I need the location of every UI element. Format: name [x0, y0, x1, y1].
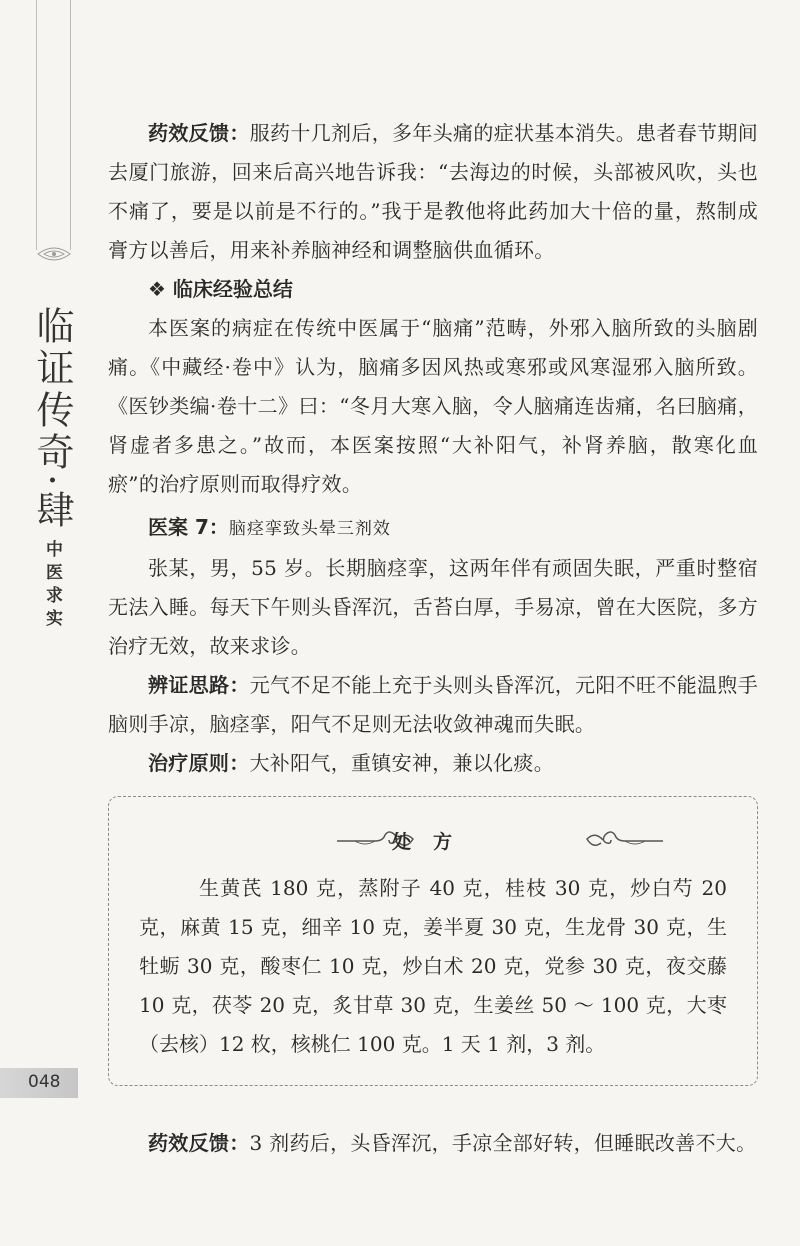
feedback-label: 药效反馈：: [148, 121, 250, 145]
lotus-ornament-icon: [36, 240, 72, 270]
page-number: 048: [28, 1072, 61, 1092]
book-title: 临证传奇·肆: [30, 306, 74, 533]
summary-heading: ❖ 临床经验总结: [148, 277, 293, 301]
case-title: [108, 508, 758, 549]
case-name: 脑痉挛致头晕三剂效: [228, 519, 391, 539]
reasoning-label: 辨证思路：: [148, 673, 250, 697]
principle-paragraph: [108, 744, 758, 783]
principle-label: 治疗原则：: [148, 751, 250, 775]
principle-text: 大补阳气，重镇安神，兼以化痰。: [249, 751, 554, 775]
summary-text: 本医案的病症在传统中医属于“脑痛”范畴，外邪入脑所致的头脑剧痛。《中藏经·卷中》认为，脑痛多因风热或寒邪或风寒湿邪入脑所致。《医钞类编·卷十二》曰：“冬月大寒入脑，令人脑痛连齿痛，名曰脑痛，肾虚者多患之。”故而，本医案按照“大补阳气，补肾养脑，散寒化血瘀”的治疗原则而取得疗效。: [108, 316, 758, 496]
margin-rule-left: [36, 0, 37, 250]
feedback-label-2: 药效反馈：: [148, 1131, 250, 1155]
feedback-paragraph: [108, 114, 758, 270]
prescription-box: [108, 796, 758, 1086]
prescription-header: 处方: [391, 831, 474, 853]
feedback-text: 服药十几剂后，多年头痛的症状基本消失。患者春节期间去厦门旅游，回来后高兴地告诉我：“去海边的时候，头部被风吹，头也不痛了，要是以前是不行的。”我于是教他将此药加大十倍的量，熬制成膏方以善后，用来补养脑神经和调整脑供血循环。: [108, 121, 759, 262]
section-feedback-1: [108, 114, 758, 504]
scroll-ornament-right-icon: [585, 827, 665, 853]
prescription-body: 生黄芪 180 克，蒸附子 40 克，桂枝 30 克，炒白芍 20 克，麻黄 15 克，细辛 10 克，姜半夏 30 克，生龙骨 30 克，生牡蛎 30 克，酸枣仁 10 克，炒白术 20 克，党参 30 克，夜交藤 10 克，茯苓 20 克，炙甘草 30 克，生姜丝 50 ～ 100 克，大枣（去核）12 枚，核桃仁 100 克。1 天 1 剂，3 剂。: [139, 876, 727, 1056]
case-7-section: [108, 508, 758, 783]
margin-rule-right: [70, 0, 71, 250]
reasoning-text: 元气不足不能上充于头则头昏浑沉，元阳不旺不能温煦手脑则手凉，脑痉挛，阳气不足则无法收敛神魂而失眠。: [108, 673, 759, 736]
book-subtitle: 中医求实: [42, 540, 62, 632]
case-label: 医案 7：: [148, 515, 229, 539]
reasoning-paragraph: [108, 666, 758, 744]
section-feedback-2: [108, 1124, 758, 1163]
feedback-text-2: 3 剂药后，头昏浑沉，手凉全部好转，但睡眠改善不大。: [249, 1131, 757, 1155]
feedback-paragraph-2: [108, 1124, 758, 1163]
case-history: 张某，男，55 岁。长期脑痉挛，这两年伴有顽固失眠，严重时整宿无法入睡。每天下午则头昏浑沉，舌苔白厚，手易凉，曾在大医院，多方治疗无效，故来求诊。: [108, 556, 758, 658]
